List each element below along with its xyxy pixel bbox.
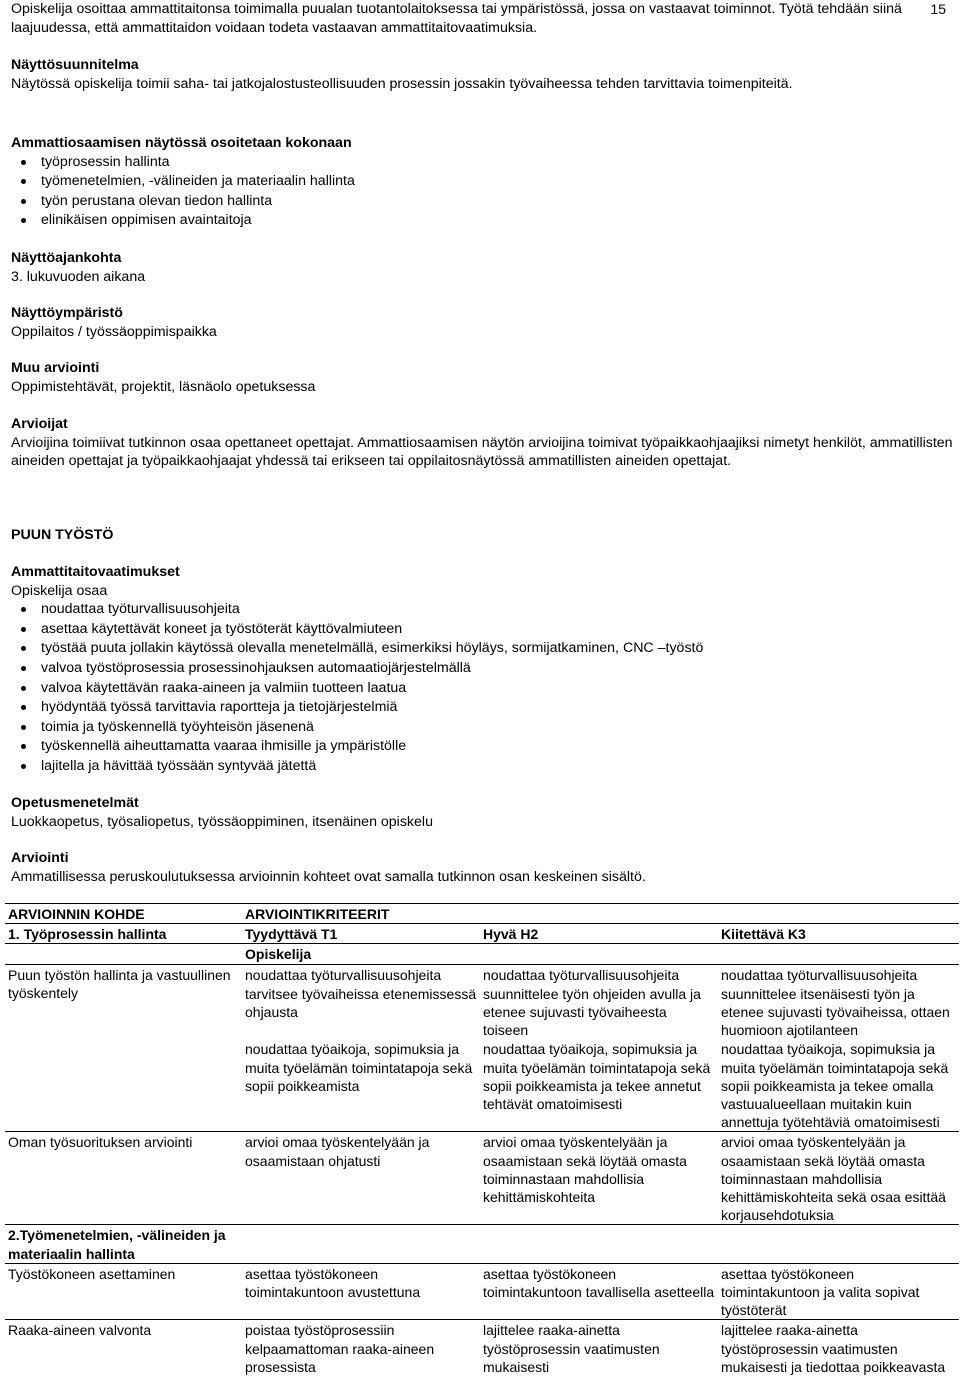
row-label: Raaka-aineen valvonta: [5, 1320, 242, 1376]
table-cell: poistaa työstöprosessiin kelpaamattoman raaka-aineen prosessista: [242, 1320, 480, 1376]
table-row: [5, 1225, 959, 1263]
table-cell: lajittelee raaka-ainetta työstöprosessin vaatimusten mukaisesti ja tiedottaa poikkeavasta: [718, 1320, 959, 1376]
section-heading: Ammattiosaamisen näytössä osoitetaan kokonaan: [11, 135, 352, 151]
section-text: Ammatillisessa peruskoulutuksessa arvioinnin kohteet ovat samalla tutkinnon osan keskeinen sisältö.: [11, 868, 646, 885]
table-cell: lajittelee raaka-ainetta työstöprosessin vaatimusten mukaisesti: [480, 1320, 718, 1376]
section-heading: Näyttöajankohta: [11, 250, 122, 266]
table-cell: noudattaa työturvallisuusohjeita: [480, 964, 718, 984]
table-row: [5, 1263, 959, 1320]
table-cell: tarvitsee työvaiheissa etenemissessä ohjausta: [245, 985, 477, 1021]
vaatimukset-section: [11, 563, 953, 777]
list-item: toimia ja työskennellä työyhteisön jäsenenä: [11, 718, 953, 738]
table-cell: asettaa työstökoneen toimintakuntoon ja valita sopivat työstöterät: [718, 1263, 959, 1320]
section-heading: Ammattitaitovaatimukset: [11, 564, 180, 580]
section-text: Arvioijina toimiivat tutkinnon osaa opettaneet opettajat. Ammattiosaamisen näytön arvioijina toimivat työpaikkaohjaajiksi nimetyt henkilöt, ammatillisten aineiden opettajat ja työpaikkaohjaajat yhdessä tai erikseen tai oppilaitosnäytössä ammatillisten aineiden opettajat.: [11, 434, 953, 470]
naytto-suunnitelma-section: [11, 56, 953, 93]
row-label: Oman työsuorituksen arviointi: [5, 1132, 242, 1225]
criteria-table: [5, 903, 959, 1376]
table-row: [5, 944, 959, 964]
chapter-title: PUUN TYÖSTÖ: [11, 527, 114, 543]
list-item: asettaa käytettävät koneet ja työstöterät käyttövalmiuteen: [11, 620, 953, 640]
table-cell: noudattaa työturvallisuusohjeita: [718, 964, 959, 984]
header-kriteerit: ARVIOINTIKRITEERIT: [242, 904, 480, 924]
bullet-list: [11, 600, 953, 776]
section-heading: Opetusmenetelmät: [11, 795, 139, 811]
section-heading: Näyttösuunnitelma: [11, 57, 139, 73]
section-heading: Näyttöympäristö: [11, 305, 123, 321]
opiskelija-label: Opiskelija: [242, 944, 480, 964]
list-item: työmenetelmien, -välineiden ja materiaalin hallinta: [11, 172, 953, 192]
section-label: 1. Työprosessin hallinta: [5, 924, 242, 944]
list-item: noudattaa työturvallisuusohjeita: [11, 600, 953, 620]
arvioijat-section: [11, 415, 953, 471]
grade-t1: Tyydyttävä T1: [242, 924, 480, 944]
table-cell: arvioi omaa työskentelyään ja osaamistaan sekä löytää omasta toiminnastaan mahdollisia kehittämiskohteita: [480, 1132, 718, 1225]
table-cell: noudattaa työturvallisuusohjeita: [242, 964, 480, 984]
bullet-list: [11, 153, 953, 231]
row-label: Puun työstön hallinta ja vastuullinen työskentely: [5, 964, 242, 1132]
list-item: työstää puuta jollakin käytössä olevalla menetelmällä, esimerkiksi höyläys, sormijatkaminen, CNC –työstö: [11, 639, 953, 659]
list-item: työskennellä aiheuttamatta vaaraa ihmisille ja ympäristölle: [11, 737, 953, 757]
table-row: [5, 924, 959, 944]
puun-tyosto-title: [11, 526, 953, 545]
section-lead: Opiskelija osaa: [11, 582, 108, 599]
list-item: valvoa käytettävän raaka-aineen ja valmiin tuotteen laatua: [11, 679, 953, 699]
section-label: 2.Työmenetelmien, -välineiden ja materiaalin hallinta: [5, 1225, 242, 1263]
table-row: [5, 1132, 959, 1225]
list-item: työprosessin hallinta: [11, 153, 953, 173]
table-row: [5, 1320, 959, 1376]
table-cell: noudattaa työaikoja, sopimuksia ja muita työelämän toimintatapoja sekä sopii poikkeamista ja tekee annetut tehtävät omatoimisesti: [483, 1041, 711, 1113]
table-cell: noudattaa työaikoja, sopimuksia ja muita työelämän toimintatapoja sekä sopii poikkeamista ja tekee omalla vastuualueellaan muitakin kuin annettuja työtehtäviä omatoimisesti: [721, 1041, 949, 1131]
table-cell: asettaa työstökoneen toimintakuntoon tavallisella asetteella: [480, 1263, 718, 1320]
section-text: Näytössä opiskelija toimii saha- tai jatkojalostusteollisuuden prosessin jossakin työvaiheessa tehden tarvittavia toimenpiteitä.: [11, 75, 793, 92]
grade-k3: Kiitettävä K3: [718, 924, 959, 944]
ajankohta-section: [11, 249, 953, 286]
grade-h2: Hyvä H2: [480, 924, 718, 944]
arviointi-section: [11, 849, 953, 886]
section-text: Oppilaitos / työssäoppimispaikka: [11, 323, 217, 340]
table-cell: asettaa työstökoneen toimintakuntoon avustettuna: [242, 1263, 480, 1320]
list-item: lajitella ja hävittää työssään syntyvää jätettä: [11, 757, 953, 777]
list-item: valvoa työstöprosessia prosessinohjauksen automaatiojärjestelmällä: [11, 659, 953, 679]
ymparisto-section: [11, 304, 953, 341]
section-text: Oppimistehtävät, projektit, läsnäolo opetuksessa: [11, 378, 316, 395]
table-cell: noudattaa työaikoja, sopimuksia ja muita työelämän toimintatapoja sekä sopii poikkeamista: [245, 1041, 473, 1094]
page-number: 15: [930, 1, 946, 17]
table-cell: arvioi omaa työskentelyään ja osaamistaan ohjatusti: [242, 1132, 480, 1225]
opetusmenetelmat-section: [11, 794, 953, 831]
ammattiosaaminen-section: [11, 134, 953, 231]
row-label: Työstökoneen asettaminen: [5, 1263, 242, 1320]
section-heading: Arvioijat: [11, 416, 68, 432]
table-row: [5, 964, 959, 984]
section-text: 3. lukuvuoden aikana: [11, 268, 146, 285]
table-cell: suunnittelee työn ohjeiden avulla ja etenee sujuvasti työvaiheesta toiseen: [483, 985, 701, 1039]
table-cell: suunnittelee itsenäisesti työn ja etenee sujuvasti työvaiheissa, ottaen huomioon ajotilanteen: [721, 985, 950, 1039]
list-item: elinikäisen oppimisen avaintaitoja: [11, 211, 953, 231]
section-heading: Muu arviointi: [11, 360, 100, 376]
muu-arviointi-section: [11, 359, 953, 396]
list-item: työn perustana olevan tiedon hallinta: [11, 192, 953, 212]
header-kohde: ARVIOINNIN KOHDE: [5, 904, 242, 924]
section-heading: Arviointi: [11, 850, 69, 866]
intro-paragraph: Opiskelija osoittaa ammattitaitonsa toimimalla puualan tuotantolaitoksessa tai ympäristössä, jossa on vastaavat toiminnot. Työtä tehdään siinä laajuudessa, että ammattitaidon voidaan todeta vastaavan ammattitaitovaatimuksia.: [11, 1, 902, 36]
section-text: Luokkaopetus, työsaliopetus, työssäoppiminen, itsenäinen opiskelu: [11, 813, 433, 830]
table-cell: arvioi omaa työskentelyään ja osaamistaan sekä löytää omasta toiminnastaan mahdollisia kehittämiskohteita sekä osaa esittää korjausehdotuksia: [718, 1132, 959, 1225]
table-header-row: [5, 904, 959, 924]
list-item: hyödyntää työssä tarvittavia raportteja ja tietojärjestelmiä: [11, 698, 953, 718]
